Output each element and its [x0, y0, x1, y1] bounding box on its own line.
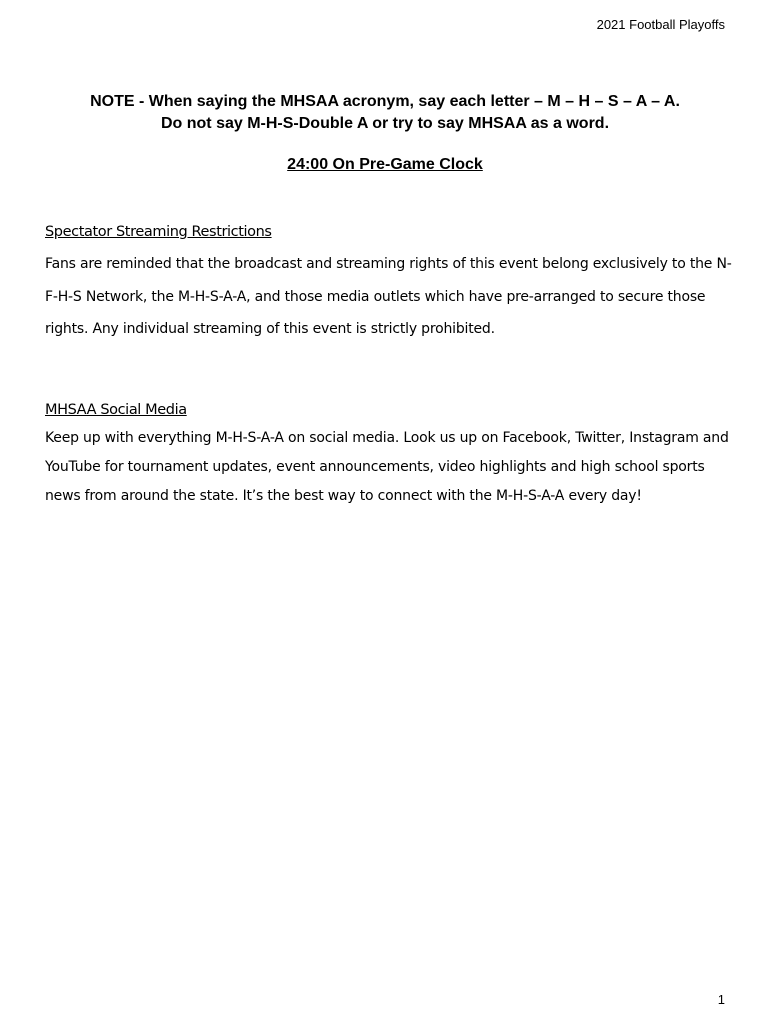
section-body: Fans are reminded that the broadcast and streaming rights of this event belong exclusively to the N-F-H-S Network, the M-H-S-A-A, and those media outlets which have pre-arranged to secure those rights. Any individual streaming of this event is strictly prohibited. — [45, 256, 732, 337]
spectator-streaming-section — [45, 224, 735, 346]
section-body: Keep up with everything M-H-S-A-A on social media. Look us up on Facebook, Twitter, Instagram and YouTube for tournament updates, event announcements, video highlights and high school sports news from around the state. It’s the best way to connect with the M-H-S-A-A every day! — [45, 430, 729, 504]
mhsaa-pronunciation-note — [0, 91, 770, 135]
pre-game-clock-heading: 24:00 On Pre-Game Clock — [287, 156, 483, 173]
section-heading: Spectator Streaming Restrictions — [45, 224, 272, 240]
section-heading: MHSAA Social Media — [45, 402, 187, 418]
note-line-1: NOTE - When saying the MHSAA acronym, say each letter – M – H – S – A – A. — [90, 93, 680, 110]
note-line-2: Do not say M-H-S-Double A or try to say MHSAA as a word. — [160, 115, 610, 132]
document-header-title: 2021 Football Playoffs — [596, 17, 725, 32]
page-number: 1 — [717, 992, 725, 1007]
social-media-section — [45, 402, 735, 511]
